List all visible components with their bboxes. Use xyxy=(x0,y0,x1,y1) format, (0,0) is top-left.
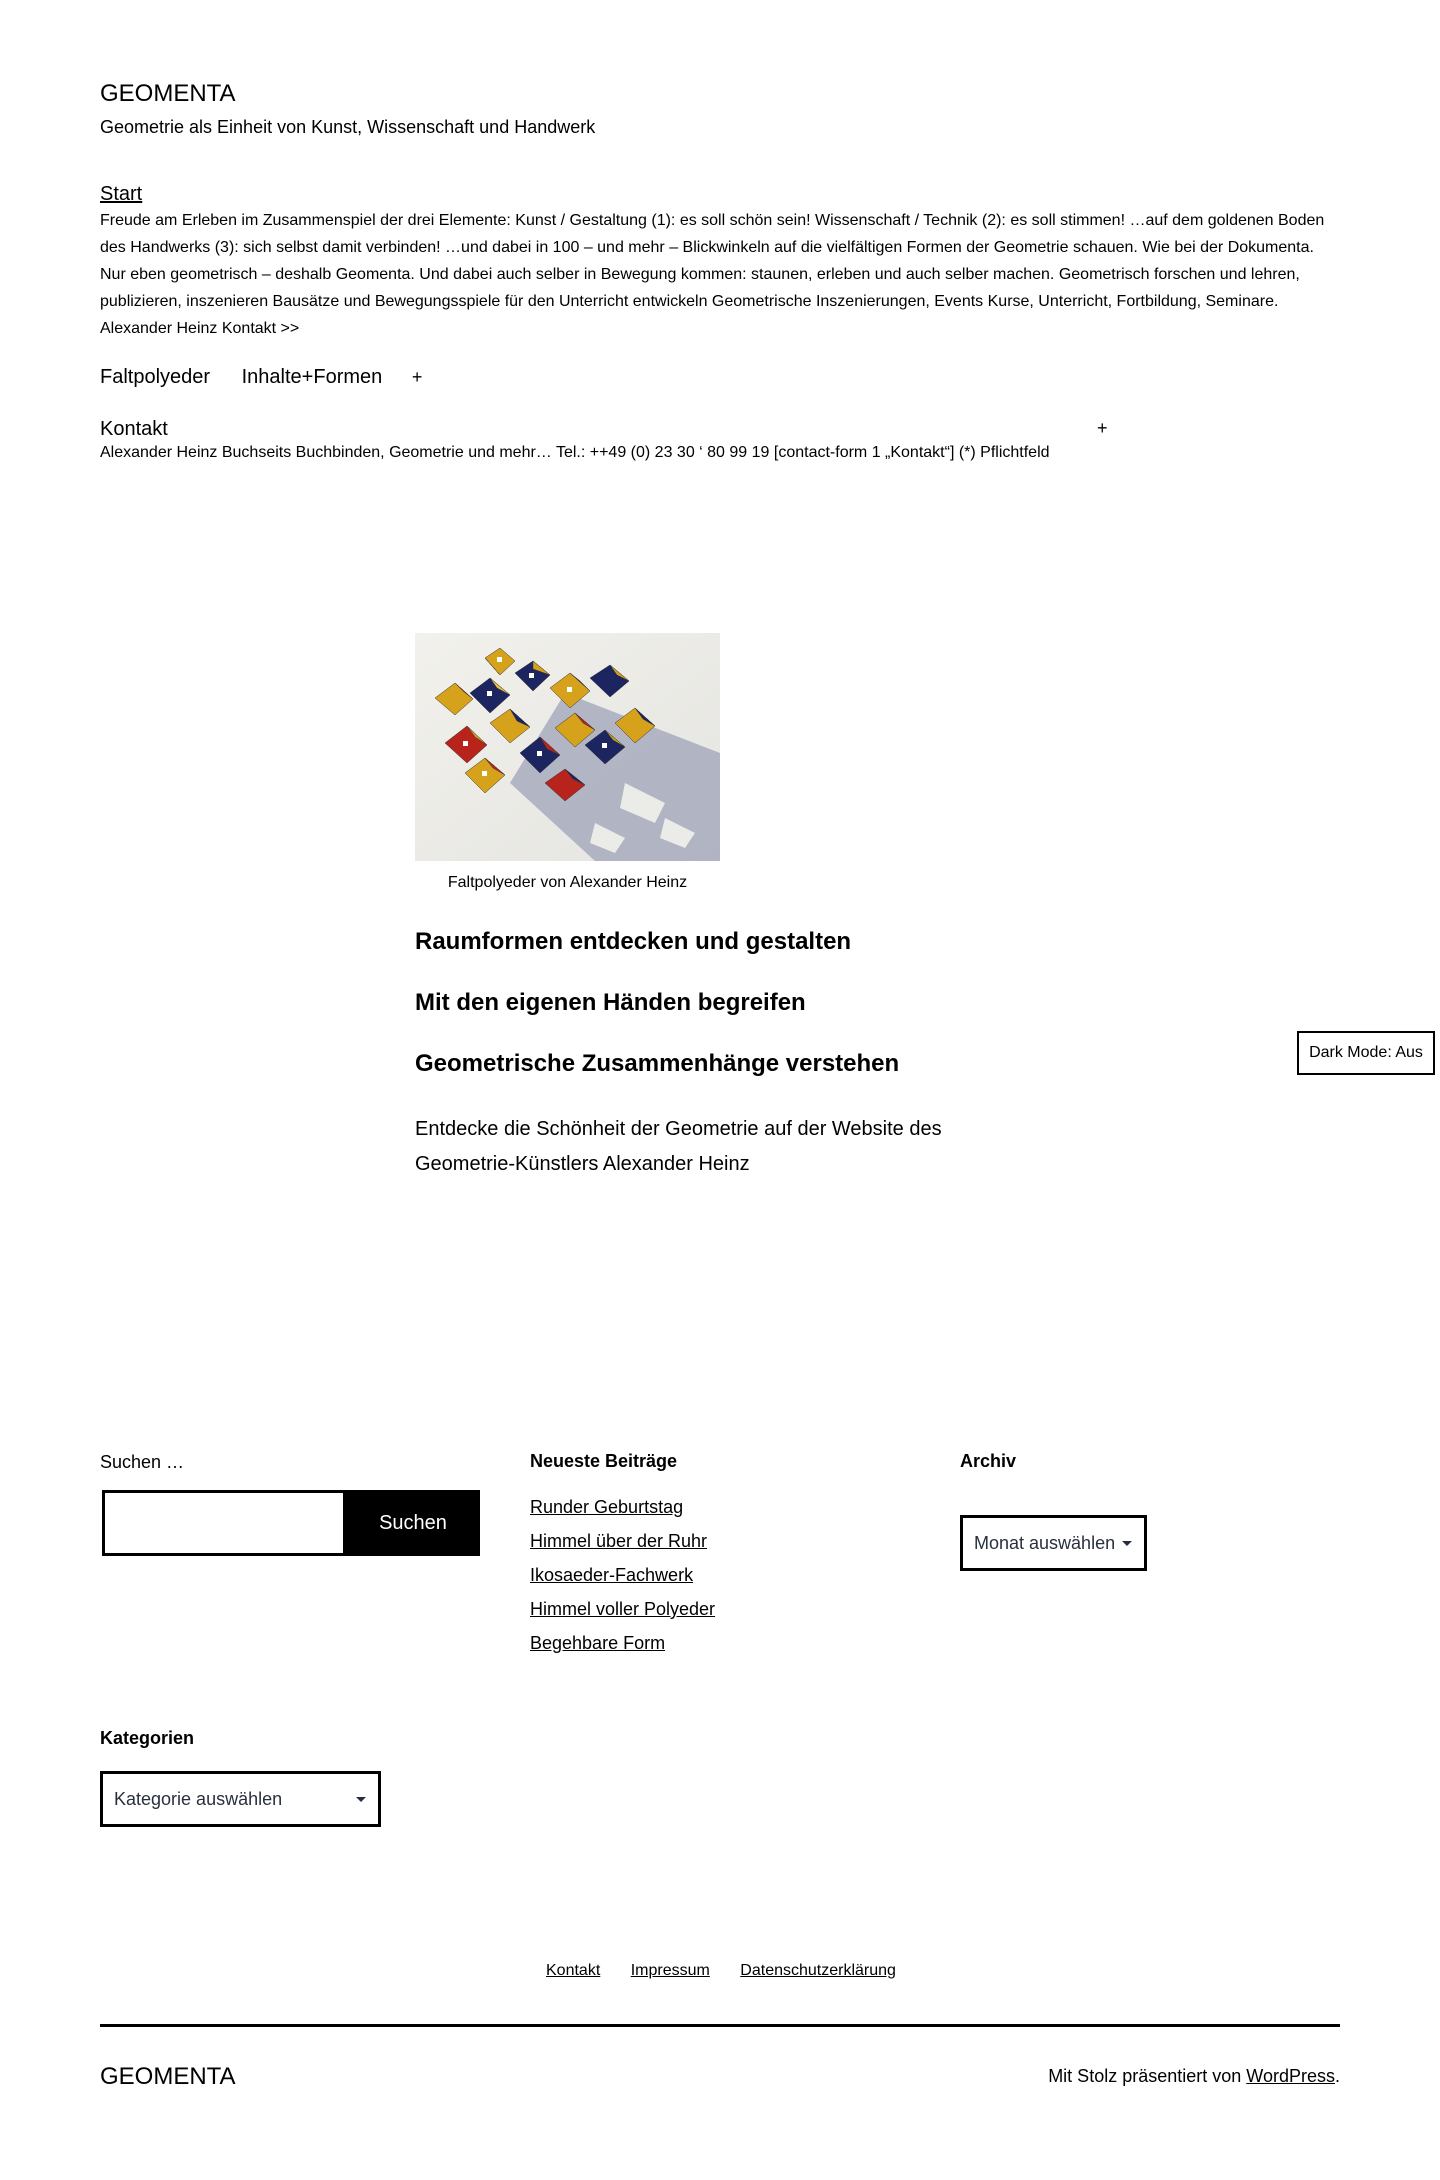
figure-caption: Faltpolyeder von Alexander Heinz xyxy=(447,874,688,891)
archive-title: Archiv xyxy=(960,1451,1017,1471)
categories-select[interactable] xyxy=(100,1771,381,1827)
start-excerpt: Freude am Erleben im Zusammenspiel der drei Elemente: Kunst / Gestaltung (1): es soll schön sein! Wissenschaft / Technik (2): es soll stimmen! …auf dem goldenen Boden des Handwerks (3): sich selbst damit verbinden! …und dabei in 100 – und mehr – Blickwinkeln auf die vielfältigen Formen der Geometrie schauen. Wie bei der Dokumenta. Nur eben geometrisch – deshalb Geomenta. Und dabei auch selber in Bewegung kommen: staunen, erleben und auch selber machen. Geometrisch forschen und lehren, publizieren, inszenieren Bausätze und Bewegungsspiele für den Unterricht entwickeln Geometrische Inszenierungen, Events Kurse, Unterricht, Fortbildung, Seminare. Alexander Heinz Kontakt >> xyxy=(100,212,1325,337)
footer-site-title[interactable]: GEOMENTA xyxy=(100,2063,236,2090)
list-item xyxy=(530,1633,715,1667)
site-description: Geometrie als Einheit von Kunst, Wissenschaft und Handwerk xyxy=(100,117,596,137)
list-item xyxy=(530,1531,715,1565)
powered-by xyxy=(1048,2066,1340,2087)
submenu-expand-icon[interactable]: + xyxy=(411,367,423,387)
search-input[interactable] xyxy=(102,1490,346,1556)
wordpress-link[interactable]: WordPress xyxy=(1246,2066,1335,2086)
menu-item-start[interactable]: Start xyxy=(100,183,143,205)
recent-post-link[interactable]: Begehbare Form xyxy=(530,1633,666,1653)
recent-post-link[interactable]: Himmel voller Polyeder xyxy=(530,1599,716,1619)
recent-posts-title: Neueste Beiträge xyxy=(530,1451,678,1471)
kontakt-expand-icon[interactable]: + xyxy=(1097,418,1108,438)
powered-prefix: Mit Stolz präsentiert von xyxy=(1048,2066,1247,2086)
footer-link-impressum[interactable]: Impressum xyxy=(630,1962,710,1979)
recent-posts-list xyxy=(530,1497,715,1667)
archive-select[interactable] xyxy=(960,1515,1147,1571)
menu-item-faltpolyeder[interactable]: Faltpolyeder xyxy=(100,366,211,388)
chevron-down-icon xyxy=(1122,1541,1132,1546)
recent-post-link[interactable]: Himmel über der Ruhr xyxy=(530,1531,708,1551)
dark-mode-toggle[interactable]: Dark Mode: Aus xyxy=(1297,1031,1435,1075)
primary-menu xyxy=(100,366,422,389)
site-title[interactable]: GEOMENTA xyxy=(100,80,236,107)
categories-title: Kategorien xyxy=(100,1728,195,1748)
footer-link-kontakt[interactable]: Kontakt xyxy=(546,1962,601,1979)
search-label: Suchen … xyxy=(100,1452,185,1472)
footer-nav xyxy=(546,1962,922,1980)
heading-zusammenhaenge: Geometrische Zusammenhänge verstehen xyxy=(415,1050,900,1077)
menu-item-kontakt[interactable]: Kontakt xyxy=(100,418,168,440)
recent-post-link[interactable]: Runder Geburtstag xyxy=(530,1497,684,1517)
list-item xyxy=(530,1599,715,1633)
heading-haende: Mit den eigenen Händen begreifen xyxy=(415,989,806,1016)
search-button[interactable]: Suchen xyxy=(346,1490,480,1556)
faltpolyeder-photo xyxy=(415,633,720,861)
intro-text: Entdecke die Schönheit der Geometrie auf der Website des Geometrie-Künstlers Alexander Heinz xyxy=(415,1118,942,1175)
kontakt-excerpt: Alexander Heinz Buchseits Buchbinden, Geometrie und mehr… Tel.: ++49 (0) 23 30 ‘ 80 99 19 [contact-form 1 „Kontakt“] (*) Pflichtfeld xyxy=(100,444,1050,461)
chevron-down-icon xyxy=(356,1797,366,1802)
menu-item-inhalte-formen[interactable]: Inhalte+Formen xyxy=(241,366,383,388)
categories-select-value: Kategorie auswählen xyxy=(114,1788,283,1809)
powered-suffix: . xyxy=(1334,2066,1340,2086)
archive-select-value: Monat auswählen xyxy=(974,1532,1116,1553)
footer-divider xyxy=(100,2024,1340,2027)
list-item xyxy=(530,1565,715,1599)
list-item xyxy=(530,1497,715,1531)
footer-link-datenschutz[interactable]: Datenschutzerklärung xyxy=(740,1962,896,1979)
heading-raumformen: Raumformen entdecken und gestalten xyxy=(415,928,852,955)
recent-post-link[interactable]: Ikosaeder-Fachwerk xyxy=(530,1565,694,1585)
